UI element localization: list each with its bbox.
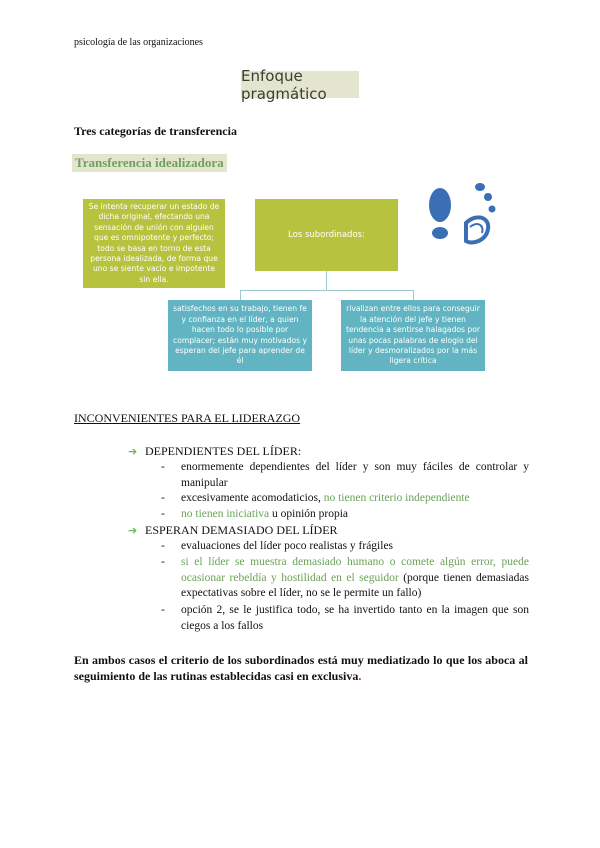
section-title: INCONVENIENTES PARA EL LIDERAZGO — [74, 411, 301, 425]
list-item: - evaluaciones del líder poco realistas y frágiles — [161, 540, 394, 552]
page-title: Enfoque pragmático — [241, 71, 359, 98]
list-item: - excesivamente acomodaticios, no tienen criterio independiente — [161, 492, 470, 504]
connector-horizontal — [240, 290, 414, 291]
conclusion-paragraph: En ambos casos el criterio de los subordinados está muy mediatizado lo que los aboca al seguimiento de las rutinas establecidas casi en exclusiva. — [74, 653, 528, 683]
connector-right — [413, 290, 414, 300]
group-esperan — [128, 523, 338, 538]
list-item: - si el líder se muestra demasiado humano o comete algún error, puede ocasionar rebeldía y hostilidad en el seguidor (porque tienen demasiadas expectativas sobre el líder, no se le permite un fallo) — [161, 556, 529, 599]
arrow-right-icon: ➔ — [128, 524, 138, 537]
list-item: - no tienen iniciativa u opinión propia — [161, 508, 349, 520]
list-item: - opción 2, se le justifica todo, se ha invertido tanto en la imagen que son ciegos a los fallos — [161, 604, 529, 632]
diagram-left-box: Se intenta recuperar un estado de dicha original, efectando una sensación de unión con alguien que es omnipotente y perfecto; todo se basa en torno de esta persona idealizada, de forma que uno se siente vacío e impotente sin ella. — [83, 199, 225, 288]
footprints-icon — [422, 183, 500, 249]
diagram-child-right: rivalizan entre ellos para conseguir la atención del jefe y tienen tendencia a sentirse halagados por unas pocas palabras de elogio del líder y desmoralizados por la más ligera crítica — [341, 300, 485, 371]
list-item: - enormemente dependientes del líder y son muy fáciles de controlar y manipular — [161, 461, 529, 489]
arrow-right-icon: ➔ — [128, 445, 138, 458]
diagram-center-box: Los subordinados: — [255, 199, 398, 271]
connector-left — [240, 290, 241, 300]
subtitle: Tres categorías de transferencia — [74, 124, 237, 138]
group-dependientes — [128, 444, 301, 459]
group-label: ESPERAN DEMASIADO DEL LÍDER — [145, 523, 338, 537]
category-heading: Transferencia idealizadora — [72, 154, 227, 172]
group-label: DEPENDIENTES DEL LÍDER: — [145, 444, 302, 458]
page-header: psicología de las organizaciones — [74, 37, 203, 48]
connector-vertical — [326, 271, 327, 291]
diagram-child-left: satisfechos en su trabajo, tienen fe y confianza en el líder, a quien hacen todo lo posible por complacer; están muy motivados y esperan del jefe para aprender de él — [168, 300, 312, 371]
